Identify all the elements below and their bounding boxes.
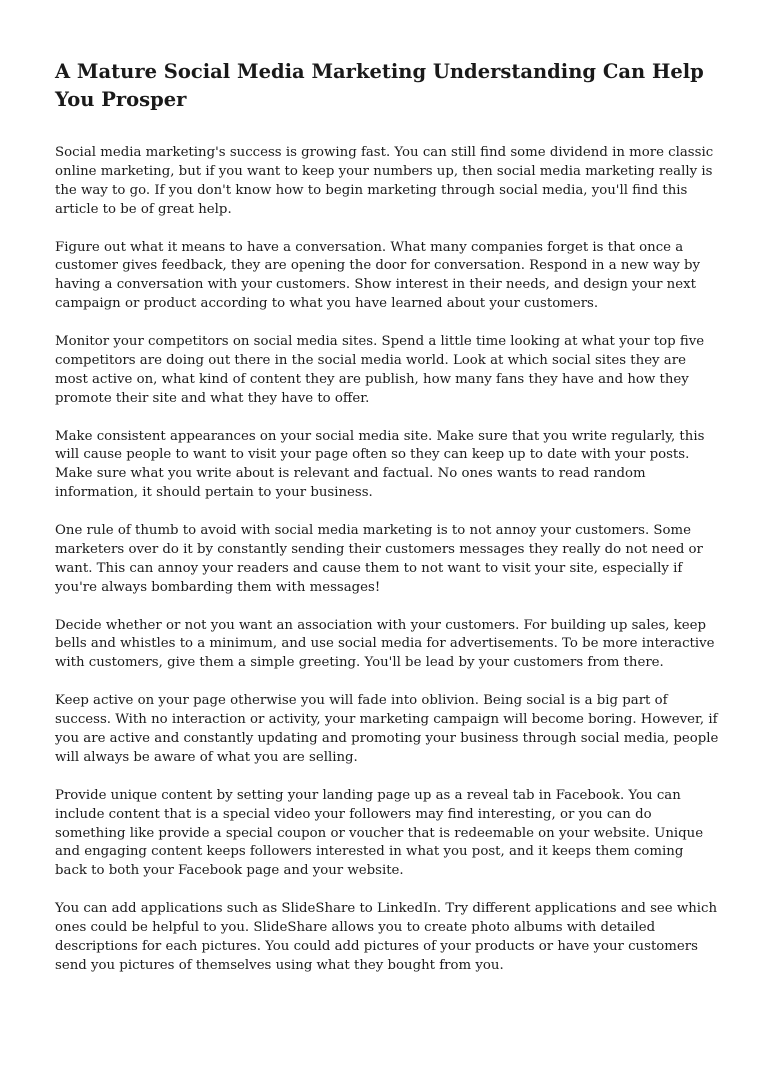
document-title: A Mature Social Media Marketing Understanding Can Help You Prosper xyxy=(55,60,704,111)
paragraph: Figure out what it means to have a conversation. What many companies forget is that once a customer gives feedback, they are opening the door for conversation. Respond in a new way by having a conversation with your customers. Show interest in their needs, and design your next campaign or product according to what you have learned about your customers. xyxy=(55,239,700,312)
paragraph: Make consistent appearances on your social media site. Make sure that you write regularly, this will cause people to want to visit your page often so they can keep up to date with your posts. Make sure what you write about is relevant and factual. No ones wants to read random information, it should pertain to your business. xyxy=(55,428,705,501)
paragraph: Monitor your competitors on social media sites. Spend a little time looking at what your top five competitors are doing out there in the social media world. Look at which social sites they are most active on, what kind of content they are publish, how many fans they have and how they promote their site and what they have to offer. xyxy=(55,334,705,406)
paragraph: One rule of thumb to avoid with social media marketing is to not annoy your customers. Some marketers over do it by constantly sending their customers messages they really do not need or want. This can annoy your readers and cause them to not want to visit your site, especially if you're always bombarding them with messages! xyxy=(55,523,703,595)
document-page xyxy=(55,58,719,995)
paragraph: You can add applications such as SlideShare to LinkedIn. Try different applications and see which ones could be helpful to you. SlideShare allows you to create photo albums with detailed descriptions for each pictures. You could add pictures of your products or have your customers send you pictures of themselves using what they bought from you. xyxy=(55,901,718,973)
paragraph: Decide whether or not you want an association with your customers. For building up sales, keep bells and whistles to a minimum, and use social media for advertisements. To be more interactive with customers, give them a simple greeting. You'll be lead by your customers from there. xyxy=(55,617,715,671)
paragraph: Social media marketing's success is growing fast. You can still find some dividend in more classic online marketing, but if you want to keep your numbers up, then social media marketing really is the way to go. If you don't know how to begin marketing through social media, you'll find this article to be of great help. xyxy=(55,145,714,217)
paragraph: Provide unique content by setting your landing page up as a reveal tab in Facebook. You can include content that is a special video your followers may find interesting, or you can do something like provide a special coupon or voucher that is redeemable on your website. Unique and engaging content keeps followers interested in what you post, and it keeps them coming back to both your Facebook page and your website. xyxy=(55,787,704,879)
paragraph: Keep active on your page otherwise you will fade into oblivion. Being social is a big part of success. With no interaction or activity, your marketing campaign will become boring. However, if you are active and constantly updating and promoting your business through social media, people will always be aware of what you are selling. xyxy=(55,693,719,765)
